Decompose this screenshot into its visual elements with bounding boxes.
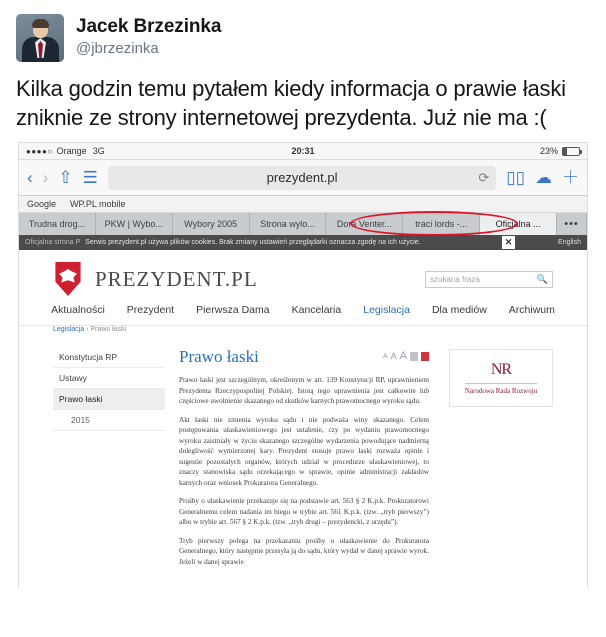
nav-item-kancelaria[interactable]: Kancelaria <box>291 304 342 316</box>
pdf-icon[interactable] <box>421 352 429 361</box>
site-search-placeholder: szukana fraza <box>430 274 480 284</box>
cookie-notice-bar <box>19 235 587 250</box>
signal-strength-icon: ●●●●○ <box>26 146 53 156</box>
font-size-large-button[interactable]: A <box>399 350 407 362</box>
side-menu-item-konstytucja[interactable]: Konstytucja RP <box>53 347 165 368</box>
cookie-lead-text: Oficjalna strona P <box>25 239 81 246</box>
author-handle[interactable]: @jbrzezinka <box>76 40 159 57</box>
tab-pkw-wybory[interactable]: PKW | Wybo... <box>96 213 173 235</box>
tweet-text: Kilka godzin temu pytałem kiedy informacja o prawie łaski zniknie ze strony internetowej prezydenta. Już nie ma :( <box>16 76 566 130</box>
article <box>179 347 435 575</box>
browser-tab-strip <box>19 213 587 235</box>
close-icon[interactable]: ✕ <box>502 236 515 249</box>
carrier-label: Orange <box>56 146 87 156</box>
tab-wybory-2005[interactable]: Wybory 2005 <box>173 213 250 235</box>
breadcrumb-parent[interactable]: Legislacja <box>53 326 85 333</box>
side-menu <box>53 347 165 575</box>
battery-icon <box>562 147 580 156</box>
book-icon[interactable]: ▯▯ <box>506 168 525 187</box>
promo-caption: Narodowa Rada Rozwoju <box>465 383 537 395</box>
article-paragraph: Tryb pierwszy polega na przekazaniu prośby o ułaskawienie do Prokuratora Generalnego, który następnie przesyła ją do sądu, który wydał w danej sprawie wyrok. Jeżeli w danej sprawie <box>179 536 429 566</box>
side-menu-item-ustawy[interactable]: Ustawy <box>53 368 165 389</box>
tweet-author <box>76 14 221 59</box>
printer-icon[interactable] <box>410 352 418 361</box>
article-paragraph: Prawo łaski jest szczególnym, określonym w art. 139 Konstytucji RP, uprawnieniem Prezydenta Rzeczypospolitej Polskiej. Istotą tego uprawnienia jest całkowite lub częściowe uwolnienie skazanego od skutków karnych prawomocnego wyroku sądu. <box>179 376 429 405</box>
website-content <box>19 250 587 587</box>
cloud-icon[interactable]: ☁ <box>535 168 552 187</box>
share-icon[interactable]: ⇧ <box>58 168 73 187</box>
cookie-notice-text: Serwis prezydent.pl używa plików cookies. Brak zmiany ustawień przeglądarki oznacza zgodę na ich użycie. <box>85 239 421 246</box>
article-title: Prawo łaski <box>179 347 259 366</box>
promo-monogram: NR <box>490 361 512 378</box>
network-type-label: 3G <box>92 146 105 156</box>
nav-item-archiwum[interactable]: Archiwum <box>508 304 555 316</box>
polish-eagle-emblem-icon <box>53 262 83 296</box>
tab-traci-lords[interactable]: traci lords -... <box>403 213 480 235</box>
tab-dora-venter[interactable]: Dora Venter... <box>326 213 403 235</box>
article-tools <box>383 347 429 362</box>
sidebar-promo <box>449 347 553 575</box>
avatar-hair <box>32 19 49 28</box>
tab-oficjalna-strona[interactable]: Oficjalna ... <box>480 213 557 235</box>
site-body <box>19 337 587 575</box>
site-title: PREZYDENT.PL <box>95 266 258 291</box>
back-icon[interactable]: ‹ <box>27 168 33 187</box>
site-search-input[interactable] <box>425 271 553 288</box>
battery-percent-label: 23% <box>539 146 558 156</box>
reader-icon[interactable]: ☰ <box>82 168 98 187</box>
tab-strona-wylogowania[interactable]: Strona wylo... <box>250 213 327 235</box>
forward-icon[interactable]: › <box>42 168 49 187</box>
font-size-medium-button[interactable]: A <box>390 351 397 361</box>
article-header <box>179 347 429 375</box>
tab-overflow-icon[interactable]: ••• <box>557 213 587 235</box>
author-display-name[interactable]: Jacek Brzezinka <box>76 16 222 37</box>
bookmark-google[interactable]: Google <box>27 199 57 209</box>
nav-item-dla-mediow[interactable]: Dla mediów <box>431 304 487 316</box>
reload-icon[interactable]: ⟳ <box>478 169 490 185</box>
url-bar[interactable] <box>108 166 496 190</box>
breadcrumb-separator: › <box>86 326 91 333</box>
embedded-screenshot-image[interactable] <box>18 142 588 587</box>
article-paragraph: Akt łaski nie zmienia wyroku sądu i nie podważa winy skazanego. Celem postępowania ułaskawieniowego jest ustalenie, czy po wydaniu prawomocnego wyroku zaistniały w życiu skazanego szczególne wydarzenia powodujące nadmierną dolegliwość wymierzonej kary. Prezydent stosuje prawo łaski rozważa opinie i sugestie pozostałych organów, których udział w procedurze ułaskawieniowej, to znaczy stanowiska sądu orzekającego w sprawie, opinie administracji zakładów karnych oraz wniosek Prokuratora Generalnego. <box>179 415 429 487</box>
promo-card-narodowa-rada-rozwoju[interactable] <box>449 349 553 407</box>
bookmarks-bar <box>19 196 587 213</box>
font-size-small-button[interactable]: A <box>382 352 388 360</box>
nav-item-pierwsza-dama[interactable]: Pierwsza Dama <box>196 304 270 316</box>
magnifier-icon[interactable]: 🔍 <box>536 273 548 284</box>
side-menu-item-2015[interactable]: 2015 <box>53 410 165 431</box>
tweet-header <box>0 0 606 68</box>
site-main-nav <box>19 304 587 326</box>
avatar[interactable] <box>16 14 64 62</box>
ios-status-bar <box>19 143 587 160</box>
nav-item-aktualnosci[interactable]: Aktualności <box>51 304 105 316</box>
language-switch[interactable]: English <box>558 239 581 246</box>
tab-trudna-droga[interactable]: Trudna drog... <box>19 213 96 235</box>
breadcrumb <box>19 326 587 337</box>
article-paragraph: Prośby o ułaskawienie przekazuje się na podstawie art. 563 § 2 K.p.k. Prokuratorowi Generalnemu celem nadania im biegu w trybie art. 561 K.p.k. (tzw. „tryb pierwszy”) albo w trybie art. 567 § 2 K.p.k. (tzw. „tryb drugi – prezydencki, z urzędu”). <box>179 497 429 526</box>
plus-icon[interactable]: ＋ <box>562 168 579 187</box>
site-header <box>19 250 587 304</box>
nav-item-prezydent[interactable]: Prezydent <box>126 304 175 316</box>
safari-toolbar <box>19 160 587 196</box>
nav-item-legislacja[interactable]: Legislacja <box>363 304 410 316</box>
breadcrumb-current: Prawo łaski <box>90 326 127 333</box>
side-menu-item-prawo-laski[interactable]: Prawo łaski <box>53 389 165 410</box>
status-clock: 20:31 <box>291 146 315 156</box>
bookmark-wppl-mobile[interactable]: WP.PL mobile <box>70 199 126 209</box>
url-text: prezydent.pl <box>266 170 338 185</box>
